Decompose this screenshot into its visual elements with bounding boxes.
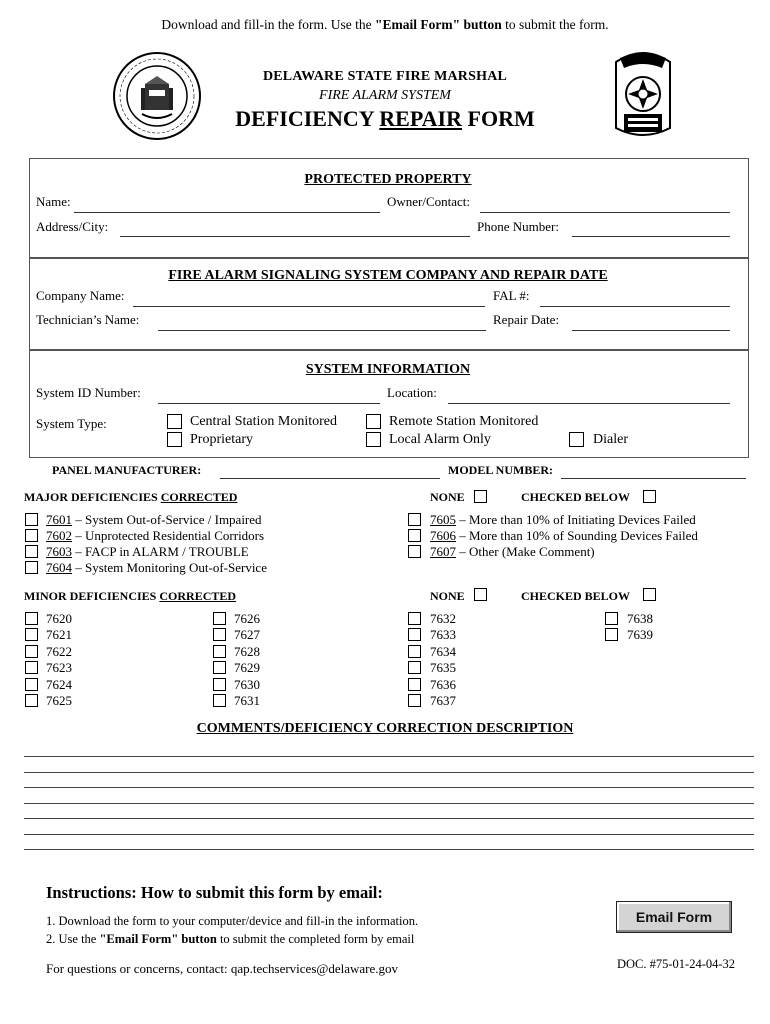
minor-deficiency-code: 7626 [234, 611, 260, 626]
note-bold: "Email Form" button [375, 17, 502, 32]
technician-name-field[interactable] [158, 330, 486, 331]
minor-checked-below-checkbox[interactable] [643, 588, 656, 601]
repair-date-label: Repair Date: [493, 312, 560, 327]
minor-deficiency-code: 7625 [46, 693, 72, 708]
minor-deficiency-checkbox[interactable] [408, 678, 421, 691]
deficiency-code: 7607 [430, 544, 456, 559]
minor-deficiency-checkbox[interactable] [213, 628, 226, 641]
deficiency-code: 7605 [430, 512, 456, 527]
comment-line[interactable] [24, 787, 754, 788]
minor-none-label: NONE [430, 589, 465, 603]
minor-deficiency-checkbox[interactable] [25, 645, 38, 658]
minor-deficiency-code: 7631 [234, 693, 260, 708]
address-city-label: Address/City: [36, 219, 109, 234]
major-none-label: NONE [430, 490, 465, 504]
note-text: Download and fill-in the form. Use the [161, 17, 376, 32]
fal-label: FAL #: [493, 288, 530, 303]
address-city-field[interactable] [120, 236, 470, 237]
minor-deficiency-code: 7636 [430, 676, 456, 692]
deficiency-item [46, 512, 262, 528]
minor-deficiency-checkbox[interactable] [25, 661, 38, 674]
email-form-button[interactable]: Email Form [616, 901, 732, 933]
deficiency-description: – More than 10% of Initiating Devices Failed [456, 512, 696, 527]
minor-deficiency-code: 7627 [234, 627, 260, 643]
model-number-field[interactable] [561, 478, 746, 479]
minor-deficiencies-title [24, 589, 236, 604]
owner-contact-label: Owner/Contact: [387, 194, 471, 209]
deficiency-item [430, 544, 595, 560]
deficiency-description: – Unprotected Residential Corridors [72, 528, 265, 543]
system-id-label: System ID Number: [36, 385, 141, 400]
deficiency-description: – System Out-of-Service / Impaired [72, 512, 262, 527]
local-alarm-checkbox[interactable] [366, 432, 381, 447]
model-number-label: MODEL NUMBER: [448, 463, 553, 477]
deficiency-item [46, 544, 249, 560]
minor-title-text: MINOR DEFICIENCIES [24, 589, 160, 603]
minor-deficiency-code: 7638 [627, 611, 653, 626]
deficiency-code: 7601 [46, 512, 72, 527]
protected-property-title: PROTECTED PROPERTY [304, 172, 472, 187]
minor-deficiency-code: 7629 [234, 660, 260, 676]
note-text-end: to submit the form. [501, 17, 609, 32]
step2-bold: "Email Form" button [99, 932, 217, 946]
phone-number-label: Phone Number: [477, 219, 559, 234]
location-field[interactable] [448, 403, 730, 404]
minor-deficiency-code: 7624 [46, 676, 72, 692]
dialer-label: Dialer [593, 432, 628, 447]
minor-deficiency-checkbox[interactable] [213, 694, 226, 707]
minor-checked-below-label: CHECKED BELOW [521, 589, 631, 603]
system-type-label: System Type: [36, 416, 107, 431]
minor-deficiency-code: 7621 [46, 627, 72, 643]
fal-field[interactable] [540, 306, 730, 307]
deficiency-checkbox[interactable] [25, 529, 38, 542]
dialer-checkbox[interactable] [569, 432, 584, 447]
minor-deficiency-checkbox[interactable] [213, 661, 226, 674]
minor-deficiency-code: 7634 [430, 643, 456, 659]
deficiency-item [430, 528, 698, 544]
system-id-field[interactable] [158, 403, 380, 404]
deficiency-checkbox[interactable] [408, 513, 421, 526]
major-checked-below-label: CHECKED BELOW [521, 490, 631, 504]
minor-deficiency-code: 7637 [430, 693, 456, 708]
major-title-underlined: CORRECTED [160, 490, 238, 504]
deficiency-checkbox[interactable] [408, 529, 421, 542]
minor-deficiency-code: 7620 [46, 611, 72, 626]
minor-none-checkbox[interactable] [474, 588, 487, 601]
contact-info: For questions or concerns, contact: qap.techservices@delaware.gov [46, 961, 399, 976]
minor-deficiency-checkbox[interactable] [408, 612, 421, 625]
minor-deficiency-checkbox[interactable] [408, 628, 421, 641]
instructions-heading: Instructions: How to submit this form by email: [46, 883, 383, 902]
title-part: DEFICIENCY [235, 106, 380, 131]
deficiency-checkbox[interactable] [25, 545, 38, 558]
comment-line[interactable] [24, 849, 754, 850]
proprietary-checkbox[interactable] [167, 432, 182, 447]
deficiency-code: 7606 [430, 528, 456, 543]
minor-title-underlined: CORRECTED [159, 589, 237, 603]
company-name-field[interactable] [133, 306, 485, 307]
deficiency-checkbox[interactable] [408, 545, 421, 558]
minor-deficiency-checkbox[interactable] [25, 678, 38, 691]
deficiency-code: 7604 [46, 560, 72, 575]
deficiency-item [46, 528, 264, 544]
comment-line[interactable] [24, 756, 754, 757]
panel-manufacturer-label: PANEL MANUFACTURER: [52, 463, 202, 477]
minor-deficiency-checkbox[interactable] [25, 694, 38, 707]
comment-line[interactable] [24, 834, 754, 835]
remote-station-checkbox[interactable] [366, 414, 381, 429]
instruction-step-2 [46, 932, 414, 947]
minor-deficiency-code: 7635 [430, 660, 456, 676]
minor-deficiency-code: 7623 [46, 660, 72, 676]
title-part-end: FORM [462, 106, 535, 131]
company-section-title: FIRE ALARM SIGNALING SYSTEM COMPANY AND REPAIR DATE [168, 268, 608, 283]
system-subtitle: FIRE ALARM SYSTEM [319, 88, 451, 103]
minor-deficiency-checkbox[interactable] [213, 612, 226, 625]
minor-deficiency-code: 7622 [46, 643, 72, 659]
local-alarm-label: Local Alarm Only [389, 432, 491, 447]
minor-deficiency-checkbox[interactable] [605, 628, 618, 641]
minor-deficiency-checkbox[interactable] [408, 661, 421, 674]
minor-deficiency-code: 7633 [430, 627, 456, 643]
major-deficiencies-title [24, 490, 237, 505]
repair-date-field[interactable] [572, 330, 730, 331]
deficiency-description: – System Monitoring Out-of-Service [72, 560, 267, 575]
minor-deficiency-code: 7628 [234, 643, 260, 659]
deficiency-description: – More than 10% of Sounding Devices Failed [456, 528, 698, 543]
remote-station-label: Remote Station Monitored [389, 414, 539, 429]
deficiency-checkbox[interactable] [25, 513, 38, 526]
technician-name-label: Technician’s Name: [36, 312, 140, 327]
minor-deficiency-checkbox[interactable] [213, 645, 226, 658]
comment-line[interactable] [24, 803, 754, 804]
comments-title: COMMENTS/DEFICIENCY CORRECTION DESCRIPTION [196, 721, 574, 736]
location-label: Location: [387, 385, 437, 400]
major-checked-below-checkbox[interactable] [643, 490, 656, 503]
deficiency-item [430, 512, 696, 528]
system-information-title: SYSTEM INFORMATION [305, 362, 471, 377]
minor-deficiency-checkbox[interactable] [25, 628, 38, 641]
minor-deficiency-code: 7639 [627, 627, 653, 643]
minor-deficiency-checkbox[interactable] [408, 694, 421, 707]
panel-manufacturer-field[interactable] [220, 478, 440, 479]
proprietary-label: Proprietary [190, 432, 253, 447]
minor-deficiency-checkbox[interactable] [25, 612, 38, 625]
minor-deficiency-checkbox[interactable] [408, 645, 421, 658]
major-title-text: MAJOR DEFICIENCIES [24, 490, 161, 504]
deficiency-code: 7602 [46, 528, 72, 543]
top-instruction-note [0, 17, 770, 33]
step2-text-end: to submit the completed form by email [216, 932, 415, 946]
comment-line[interactable] [24, 818, 754, 819]
deficiency-code: 7603 [46, 544, 72, 559]
major-none-checkbox[interactable] [474, 490, 487, 503]
form-title [0, 106, 770, 132]
minor-deficiency-code: 7632 [430, 611, 456, 626]
phone-number-field[interactable] [572, 236, 730, 237]
minor-deficiency-checkbox[interactable] [605, 612, 618, 625]
deficiency-description: – FACP in ALARM / TROUBLE [72, 544, 249, 559]
deficiency-item [46, 560, 267, 576]
central-station-checkbox[interactable] [167, 414, 182, 429]
name-field[interactable] [74, 212, 380, 213]
deficiency-description: – Other (Make Comment) [456, 544, 595, 559]
document-number: DOC. #75-01-24-04-32 [617, 957, 736, 971]
instruction-step-1: 1. Download the form to your computer/device and fill-in the information. [46, 914, 419, 928]
comment-line[interactable] [24, 772, 754, 773]
minor-deficiency-checkbox[interactable] [213, 678, 226, 691]
minor-deficiency-code: 7630 [234, 676, 260, 692]
deficiency-checkbox[interactable] [25, 561, 38, 574]
name-label: Name: [36, 194, 71, 209]
company-name-label: Company Name: [36, 288, 125, 303]
central-station-label: Central Station Monitored [190, 414, 337, 429]
title-underlined: REPAIR [379, 106, 463, 131]
owner-contact-field[interactable] [480, 212, 730, 213]
step2-text: 2. Use the [46, 932, 100, 946]
agency-name: DELAWARE STATE FIRE MARSHAL [262, 69, 508, 84]
